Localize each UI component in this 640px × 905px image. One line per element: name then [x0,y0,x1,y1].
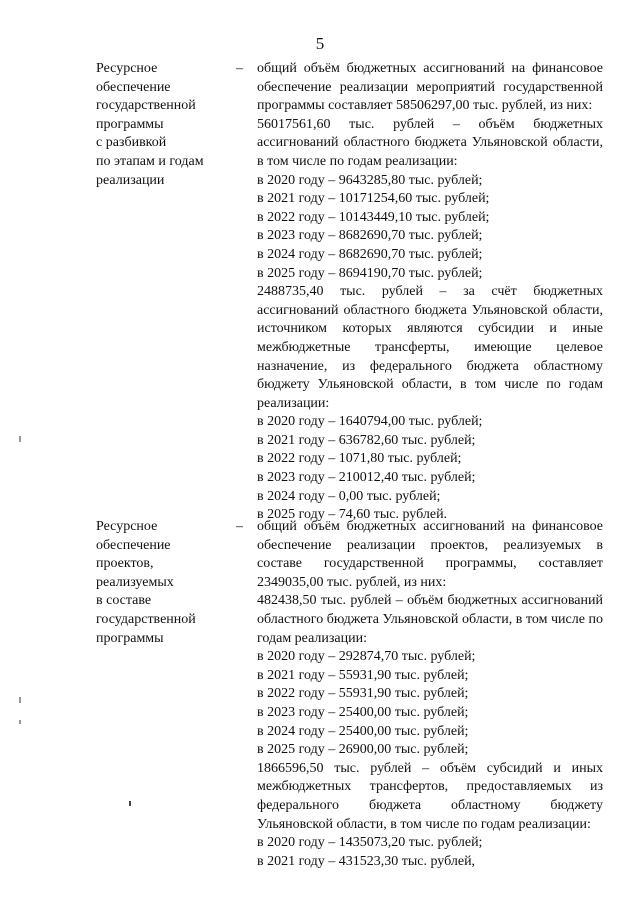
year-line: в 2021 году – 55931,90 тыс. рублей; [257,667,469,683]
section-content [257,518,603,871]
label-line: обеспечение [96,79,171,95]
label-line: реализации [96,172,165,188]
label-line: Ресурсное [96,519,158,534]
label-line: в составе [96,593,152,609]
scan-mark [19,697,21,703]
year-line: в 2023 году – 210012,40 тыс. рублей; [257,470,476,486]
label-line: с разбивкой [96,135,167,151]
label-line: государственной [96,611,196,627]
paragraph-federal-transfers: 2488735,40 тыс. рублей – за счёт бюджетных ассигнований областного бюджета Ульяновской области, источником которых являются субсидии и иные межбюджетные трансферты, имеющие целевое назначение, из федерального бюджета областному бюджету Ульяновской области, в том числе по годам реализации: [257,284,603,411]
year-line: в 2025 году – 8694190,70 тыс. рублей; [257,265,483,281]
year-line: в 2022 году – 55931,90 тыс. рублей; [257,686,469,702]
year-line: в 2021 году – 10171254,60 тыс. рублей; [257,191,490,207]
label-line: по этапам и годам [96,153,204,169]
paragraph-total: общий объём бюджетных ассигнований на финансовое обеспечение реализации проектов, реализуемых в составе государственной программы, составляет 2349035,00 тыс. рублей, из них: [257,519,603,590]
section-content [257,60,603,525]
year-line: в 2025 году – 74,60 тыс. рублей. [257,507,448,523]
label-line: Ресурсное [96,61,158,76]
paragraph-federal-transfers: 1866596,50 тыс. рублей – объём субсидий и иных межбюджетных трансфертов, предоставляемых из федерального бюджета областному бюджету Ульяновской области, в том числе по годам реализации: [257,760,603,832]
year-line: в 2024 году – 8682690,70 тыс. рублей; [257,246,483,262]
year-line: в 2022 году – 10143449,10 тыс. рублей; [257,209,490,225]
section-dash: – [236,61,243,76]
year-line: в 2020 году – 9643285,80 тыс. рублей; [257,172,483,188]
label-line: реализуемых [96,574,174,590]
label-line: государственной [96,98,196,114]
year-line: в 2022 году – 1071,80 тыс. рублей; [257,451,462,467]
year-line: в 2021 году – 636782,60 тыс. рублей; [257,432,476,448]
paragraph-regional-budget: 56017561,60 тыс. рублей – объём бюджетных ассигнований областного бюджета Ульяновской области, в том числе по годам реализации: [257,116,603,169]
page-number: 5 [315,34,325,53]
paragraph-regional-budget: 482438,50 тыс. рублей – объём бюджетных ассигнований областного бюджета Ульяновской области, в том числе по годам реализации: [257,593,603,646]
section-label [96,60,241,190]
scan-mark [19,720,21,724]
scan-mark [129,801,131,806]
label-line: программы [96,116,164,132]
year-line: в 2020 году – 1435073,20 тыс. рублей; [257,835,483,851]
year-line: в 2020 году – 292874,70 тыс. рублей; [257,649,476,665]
year-line: в 2024 году – 0,00 тыс. рублей; [257,488,441,504]
year-line: в 2020 году – 1640794,00 тыс. рублей; [257,414,483,430]
scan-mark [19,436,21,442]
label-line: обеспечение [96,537,171,553]
section-dash: – [236,519,243,534]
year-line: в 2023 году – 8682690,70 тыс. рублей; [257,228,483,244]
year-line: в 2025 году – 26900,00 тыс. рублей; [257,742,469,758]
year-line: в 2023 году – 25400,00 тыс. рублей; [257,704,469,720]
year-line: в 2021 году – 431523,30 тыс. рублей, [257,853,476,869]
paragraph-total: общий объём бюджетных ассигнований на финансовое обеспечение реализации мероприятий государственной программы составляет 58506297,00 тыс. рублей, из них: [257,61,603,114]
section-label [96,518,241,648]
year-line: в 2024 году – 25400,00 тыс. рублей; [257,723,469,739]
label-line: программы [96,630,164,646]
label-line: проектов, [96,556,154,572]
